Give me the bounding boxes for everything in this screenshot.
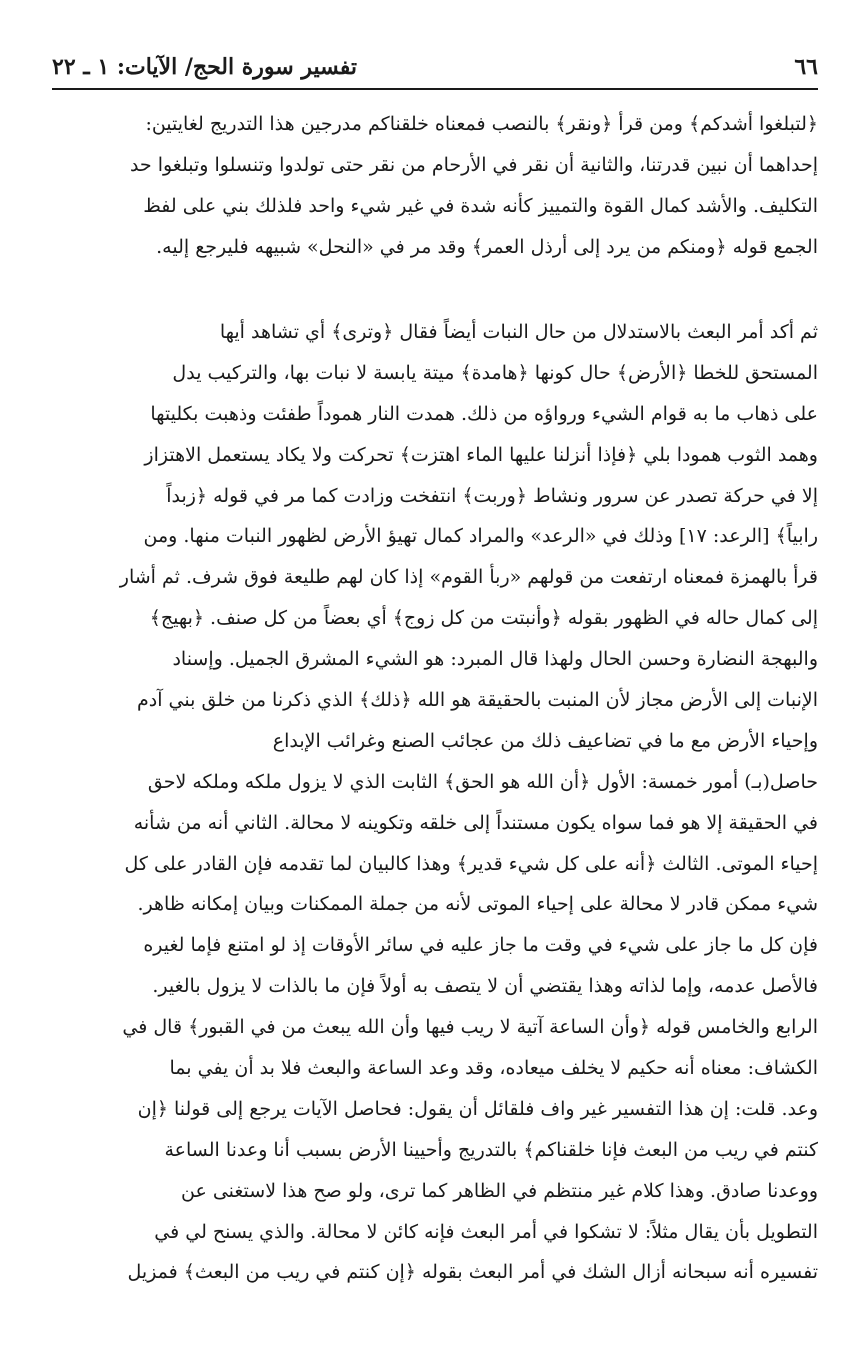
text-line: على ذهاب ما به قوام الشيء ورواؤه من ذلك. همدت النار هموداً طفئت وذهبت بكليتها xyxy=(150,402,818,425)
text-line: الرابع والخامس قوله ﴿وأن الساعة آتية لا ريب فيها وأن الله يبعث من في القبور﴾ قال في xyxy=(122,1016,818,1039)
text-line: إلا في حركة تصدر عن سرور ونشاط ﴿وربت﴾ انتفخت وزادت كما مر في قوله ﴿زبداً xyxy=(166,484,818,507)
text-line: قرأ بالهمزة فمعناه ارتفعت من قولهم «ربأ القوم» إذا كان لهم طليعة فوق شرف. ثم أشار xyxy=(119,566,818,589)
text-line: في الحقيقة إلا هو فما سواه يكون مستنداً إلى خلقه وتكوينه لا محالة. الثاني أنه من شأنه xyxy=(133,811,818,834)
text-line: إحياء الموتى. الثالث ﴿أنه على كل شيء قدير﴾ وهذا كالبيان لما تقدمه فإن القادر على كل xyxy=(124,852,818,875)
running-title: تفسير سورة الحج/ الآيات: ١ ـ ٢٢ xyxy=(52,54,358,80)
text-line: الكشاف: معناه أنه حكيم لا يخلف ميعاده، وقد وعد الساعة والبعث فلا بد أن يفي بما xyxy=(169,1057,818,1080)
text-line: والبهجة النضارة وحسن الحال ولهذا قال المبرد: هو الشيء المشرق الجميل. وإسناد xyxy=(172,648,818,671)
text-line: حاصل(بـ) أمور خمسة: الأول ﴿أن الله هو الحق﴾ الثابت الذي لا يزول ملكه وملكه لاحق xyxy=(147,770,818,793)
text-line: ثم أكد أمر البعث بالاستدلال من حال النبات أيضاً فقال ﴿وترى﴾ أي تشاهد أيها xyxy=(219,321,818,343)
text-line: وإحياء الأرض مع ما في تضاعيف ذلك من عجائب الصنع وغرائب الإبداع xyxy=(272,729,818,752)
text-line: ووعدنا صادق. وهذا كلام غير منتظم في الظاهر كما ترى، ولو صح هذا لاستغنى عن xyxy=(180,1179,818,1202)
page-number: ٦٦ xyxy=(794,54,818,80)
text-line: فإن كل ما جاز على شيء في وقت ما جاز عليه في سائر الأوقات إذ لو امتنع فإما لغيره xyxy=(143,934,818,957)
paragraph-2 xyxy=(52,312,818,1293)
text-line: التكليف. والأشد كمال القوة والتمييز كأنه شدة في غير شيء واحد فلذلك بني على لفظ xyxy=(143,195,818,217)
text-line: إحداهما أن نبين قدرتنا، والثانية أن نقر في الأرحام من نقر حتى تولدوا وتنسلوا وتبلغوا حد xyxy=(129,154,818,176)
paragraph-1 xyxy=(52,104,818,268)
text-line: كنتم في ريب من البعث فإنا خلقناكم﴾ بالتدريج وأحيينا الأرض بسبب أنا وعدنا الساعة xyxy=(164,1138,818,1161)
text-line: شيء ممكن قادر لا محالة على إحياء الموتى لأنه من جملة الممكنات وبيان إمكانه ظاهر. xyxy=(137,893,818,916)
text-line: إلى كمال حاله في الظهور بقوله ﴿وأنبتت من كل زوج﴾ أي بعضاً من كل صنف. ﴿بهيج﴾ xyxy=(149,607,818,630)
running-header xyxy=(52,52,818,88)
text-line: رابياً﴾ [الرعد: ١٧] وذلك في «الرعد» والمراد كمال تهيؤ الأرض لظهور النبات منها. ومن xyxy=(143,525,818,548)
text-line: المستحق للخطا ﴿الأرض﴾ حال كونها ﴿هامدة﴾ ميتة يابسة لا نبات بها، والتركيب يدل xyxy=(172,361,818,384)
text-line: تفسيره أنه سبحانه أزال الشك في أمر البعث بقوله ﴿إن كنتم في ريب من البعث﴾ فمزيل xyxy=(127,1261,818,1284)
text-line: وهمد الثوب همودا بلي ﴿فإذا أنزلنا عليها الماء اهتزت﴾ تحركت ولا يكاد يستعمل الاهتزاز xyxy=(144,443,818,466)
text-line: الإنبات إلى الأرض مجاز لأن المنبت بالحقيقة هو الله ﴿ذلك﴾ الذي ذكرنا من خلق بني آدم xyxy=(137,689,818,712)
text-line: فالأصل عدمه، وإما لذاته وهذا يقتضي أن لا يتصف به أولاً فإن ما بالذات لا يزول بالغير. xyxy=(152,975,818,998)
text-line: التطويل بأن يقال مثلاً: لا تشكوا في أمر البعث فإنه كائن لا محالة. والذي يسنح لي في xyxy=(154,1220,818,1243)
text-line: ﴿لتبلغوا أشدكم﴾ ومن قرأ ﴿ونقر﴾ بالنصب فمعناه خلقناكم مدرجين هذا التدريج لغايتين: xyxy=(145,113,818,135)
header-divider xyxy=(52,88,818,90)
text-line: وعد. قلت: إن هذا التفسير غير واف فلقائل أن يقول: فحاصل الآيات يرجع إلى قولنا ﴿إن xyxy=(137,1097,818,1120)
text-line: الجمع قوله ﴿ومنكم من يرد إلى أرذل العمر﴾ وقد مر في «النحل» شبيهه فليرجع إليه. xyxy=(156,236,818,258)
